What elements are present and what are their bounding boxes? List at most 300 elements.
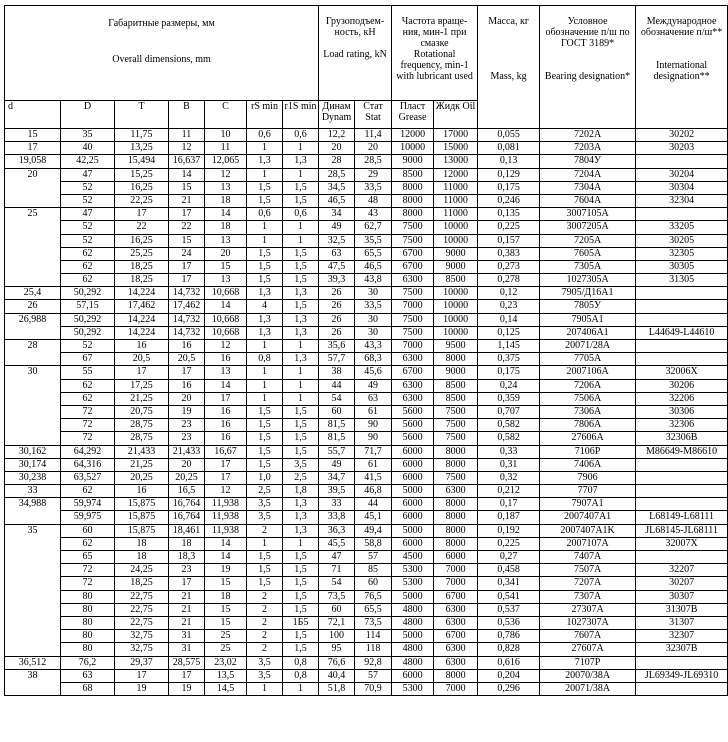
table-row	[5, 300, 728, 313]
cell-D: 64,316	[61, 458, 115, 471]
cell-d	[5, 260, 61, 273]
load-rating-header	[319, 6, 392, 101]
cell-mass: 0,12	[478, 287, 540, 300]
cell-r1s: 1,5	[283, 630, 319, 643]
cell-designation: 2007106A	[540, 366, 636, 379]
cell-D: 50,292	[61, 326, 115, 339]
cell-rs: 3,5	[247, 656, 283, 669]
cell-rs: 1	[247, 537, 283, 550]
mass-header-en: Mass, kg	[490, 71, 527, 82]
cell-C: 10,668	[205, 287, 247, 300]
cell-D: 52	[61, 181, 115, 194]
cell-dynamic: 38	[319, 366, 355, 379]
cell-mass: 0,616	[478, 656, 540, 669]
cell-B: 19	[169, 682, 205, 695]
cell-mass: 0,225	[478, 221, 540, 234]
cell-static: 11,4	[355, 129, 392, 142]
cell-designation: 7705A	[540, 353, 636, 366]
cell-C: 12	[205, 485, 247, 498]
table-row	[5, 630, 728, 643]
cell-dynamic: 34	[319, 208, 355, 221]
cell-dynamic: 35,6	[319, 340, 355, 353]
cell-D: 50,292	[61, 313, 115, 326]
cell-rs: 1,3	[247, 313, 283, 326]
table-row	[5, 168, 728, 181]
cell-d	[5, 630, 61, 643]
cell-grease: 5000	[392, 524, 434, 537]
table-body	[5, 129, 728, 696]
cell-static: 43,8	[355, 274, 392, 287]
cell-designation: 7905A1	[540, 313, 636, 326]
cell-mass: 0,175	[478, 366, 540, 379]
cell-r1s: 1,5	[283, 564, 319, 577]
cell-D: 52	[61, 194, 115, 207]
cell-intl-designation	[636, 485, 728, 498]
cell-C: 16,67	[205, 445, 247, 458]
cell-rs: 3,5	[247, 669, 283, 682]
cell-grease: 6300	[392, 392, 434, 405]
rotational-frequency-header	[392, 6, 478, 101]
cell-B: 12	[169, 142, 205, 155]
cell-intl-designation: 30305	[636, 260, 728, 273]
cell-B: 14,732	[169, 326, 205, 339]
cell-designation: 2007407A1K	[540, 524, 636, 537]
cell-C: 18	[205, 221, 247, 234]
cell-D: 62	[61, 537, 115, 550]
cell-dynamic: 34,7	[319, 471, 355, 484]
cell-d: 36,512	[5, 656, 61, 669]
cell-B: 20	[169, 458, 205, 471]
cell-static: 45,1	[355, 511, 392, 524]
cell-designation: 7804У	[540, 155, 636, 168]
cell-D: 62	[61, 392, 115, 405]
cell-rs: 2	[247, 590, 283, 603]
cell-T: 14,224	[115, 326, 169, 339]
cell-r1s: 1,3	[283, 498, 319, 511]
dimensions-header-ru: Габаритные размеры, мм	[108, 18, 215, 29]
cell-D: 52	[61, 234, 115, 247]
cell-T: 32,75	[115, 630, 169, 643]
cell-designation: 1027307A	[540, 616, 636, 629]
cell-B: 21	[169, 616, 205, 629]
cell-rs: 1,5	[247, 194, 283, 207]
cell-mass: 0,375	[478, 353, 540, 366]
cell-static: 43,3	[355, 340, 392, 353]
cell-r1s: 1	[283, 537, 319, 550]
cell-static: 41,5	[355, 471, 392, 484]
cell-mass: 0,273	[478, 260, 540, 273]
cell-C: 14	[205, 208, 247, 221]
cell-B: 17	[169, 577, 205, 590]
cell-oil: 6300	[434, 616, 478, 629]
cell-oil: 17000	[434, 129, 478, 142]
cell-D: 47	[61, 168, 115, 181]
cell-mass: 0,055	[478, 129, 540, 142]
cell-T: 13,25	[115, 142, 169, 155]
cell-dynamic: 63	[319, 247, 355, 260]
cell-T: 15,875	[115, 498, 169, 511]
cell-designation: 20071/38A	[540, 682, 636, 695]
cell-static: 70,9	[355, 682, 392, 695]
cell-mass: 0,341	[478, 577, 540, 590]
col-D: D	[61, 101, 115, 129]
cell-T: 14,224	[115, 287, 169, 300]
cell-d: 30,162	[5, 445, 61, 458]
cell-oil: 8500	[434, 274, 478, 287]
cell-dynamic: 34,5	[319, 181, 355, 194]
cell-r1s: 1	[283, 168, 319, 181]
cell-r1s: 1,5	[283, 590, 319, 603]
cell-T: 11,75	[115, 129, 169, 142]
cell-B: 18,461	[169, 524, 205, 537]
cell-grease: 6000	[392, 458, 434, 471]
cell-oil: 15000	[434, 142, 478, 155]
cell-oil: 8000	[434, 524, 478, 537]
cell-mass: 0,225	[478, 537, 540, 550]
cell-oil: 12000	[434, 168, 478, 181]
col-oil: Жидк Oil	[434, 101, 478, 129]
cell-mass: 0,278	[478, 274, 540, 287]
cell-static: 58,8	[355, 537, 392, 550]
cell-mass: 0,537	[478, 603, 540, 616]
cell-rs: 3,5	[247, 511, 283, 524]
cell-dynamic: 60	[319, 405, 355, 418]
cell-static: 33,5	[355, 300, 392, 313]
cell-D: 42,25	[61, 155, 115, 168]
cell-designation: 27606A	[540, 432, 636, 445]
cell-d: 30	[5, 366, 61, 379]
cell-oil: 10000	[434, 287, 478, 300]
cell-grease: 4500	[392, 551, 434, 564]
table-row	[5, 392, 728, 405]
cell-D: 40	[61, 142, 115, 155]
cell-C: 12,065	[205, 155, 247, 168]
cell-r1s: 3,5	[283, 458, 319, 471]
cell-D: 63,527	[61, 471, 115, 484]
table-row	[5, 155, 728, 168]
cell-oil: 9500	[434, 340, 478, 353]
cell-C: 17	[205, 471, 247, 484]
table-row	[5, 340, 728, 353]
cell-static: 57	[355, 551, 392, 564]
load-header-en: Load rating, kN	[323, 49, 387, 60]
cell-intl-designation: JL68145-JL68111	[636, 524, 728, 537]
cell-mass: 0,828	[478, 643, 540, 656]
cell-d	[5, 353, 61, 366]
cell-dynamic: 20	[319, 142, 355, 155]
cell-designation: 27607A	[540, 643, 636, 656]
table-row	[5, 511, 728, 524]
cell-dynamic: 44	[319, 379, 355, 392]
cell-r1s: 1	[283, 392, 319, 405]
cell-dynamic: 39,3	[319, 274, 355, 287]
cell-static: 49,4	[355, 524, 392, 537]
cell-T: 18	[115, 537, 169, 550]
table-row	[5, 326, 728, 339]
cell-r1s: 1	[283, 340, 319, 353]
cell-rs: 1,3	[247, 155, 283, 168]
cell-d: 20	[5, 168, 61, 181]
cell-designation: 7806A	[540, 419, 636, 432]
cell-B: 24	[169, 247, 205, 260]
cell-grease: 5600	[392, 432, 434, 445]
cell-B: 17	[169, 669, 205, 682]
table-row	[5, 379, 728, 392]
cell-mass: 0,17	[478, 498, 540, 511]
cell-C: 17	[205, 392, 247, 405]
cell-r1s: 1	[283, 221, 319, 234]
table-row	[5, 405, 728, 418]
table-row	[5, 181, 728, 194]
cell-designation: 7407A	[540, 551, 636, 564]
freq-header-en: Rotational frequency, min-1 with lubricant used	[396, 49, 473, 82]
cell-B: 14,732	[169, 287, 205, 300]
cell-B: 23	[169, 564, 205, 577]
cell-B: 31	[169, 630, 205, 643]
cell-intl-designation: 30203	[636, 142, 728, 155]
cell-T: 21,433	[115, 445, 169, 458]
cell-rs: 1,3	[247, 326, 283, 339]
cell-designation: 7203A	[540, 142, 636, 155]
cell-r1s: 1,5	[283, 603, 319, 616]
cell-intl-designation: 32006X	[636, 366, 728, 379]
cell-intl-designation: 32207	[636, 564, 728, 577]
cell-static: 57	[355, 669, 392, 682]
cell-designation: 3007205A	[540, 221, 636, 234]
cell-grease: 5000	[392, 485, 434, 498]
cell-static: 60	[355, 577, 392, 590]
cell-dynamic: 33,8	[319, 511, 355, 524]
cell-grease: 8000	[392, 208, 434, 221]
cell-rs: 1,5	[247, 445, 283, 458]
cell-oil: 6700	[434, 630, 478, 643]
cell-r1s: 1,3	[283, 287, 319, 300]
cell-d: 26	[5, 300, 61, 313]
cell-grease: 6700	[392, 366, 434, 379]
cell-D: 80	[61, 616, 115, 629]
cell-B: 23	[169, 432, 205, 445]
cell-mass: 0,13	[478, 155, 540, 168]
cell-dynamic: 49	[319, 221, 355, 234]
cell-C: 13	[205, 234, 247, 247]
cell-B: 17	[169, 260, 205, 273]
cell-oil: 7500	[434, 419, 478, 432]
cell-designation: 2007407A1	[540, 511, 636, 524]
cell-T: 32,75	[115, 643, 169, 656]
table-row	[5, 485, 728, 498]
cell-oil: 6000	[434, 551, 478, 564]
cell-designation: 2007107A	[540, 537, 636, 550]
designation-header-ru: Условное обозначение п/ш по ГОСТ 3189*	[545, 16, 630, 49]
cell-D: 72	[61, 577, 115, 590]
cell-static: 118	[355, 643, 392, 656]
cell-T: 28,75	[115, 432, 169, 445]
cell-D: 62	[61, 260, 115, 273]
cell-T: 14,224	[115, 313, 169, 326]
cell-d	[5, 682, 61, 695]
cell-intl-designation: 30204	[636, 168, 728, 181]
table-row	[5, 445, 728, 458]
cell-oil: 10000	[434, 326, 478, 339]
cell-C: 14	[205, 300, 247, 313]
cell-d	[5, 326, 61, 339]
cell-B: 16	[169, 379, 205, 392]
cell-C: 13	[205, 181, 247, 194]
cell-rs: 1	[247, 682, 283, 695]
cell-T: 18,25	[115, 274, 169, 287]
cell-rs: 2	[247, 616, 283, 629]
cell-r1s: 0,8	[283, 669, 319, 682]
cell-oil: 13000	[434, 155, 478, 168]
cell-oil: 10000	[434, 221, 478, 234]
cell-oil: 6300	[434, 485, 478, 498]
cell-intl-designation: 30205	[636, 234, 728, 247]
cell-grease: 5300	[392, 577, 434, 590]
cell-T: 22,75	[115, 603, 169, 616]
cell-mass: 0,187	[478, 511, 540, 524]
cell-static: 44	[355, 498, 392, 511]
cell-r1s: 1Б5	[283, 616, 319, 629]
cell-d: 38	[5, 669, 61, 682]
cell-d: 35	[5, 524, 61, 537]
cell-rs: 0,6	[247, 208, 283, 221]
cell-oil: 6300	[434, 603, 478, 616]
cell-static: 43	[355, 208, 392, 221]
cell-r1s: 1,8	[283, 485, 319, 498]
cell-rs: 2	[247, 630, 283, 643]
cell-intl-designation: 32307B	[636, 643, 728, 656]
cell-grease: 6000	[392, 471, 434, 484]
cell-r1s: 0,6	[283, 208, 319, 221]
cell-intl-designation: 32304	[636, 194, 728, 207]
cell-mass: 0,582	[478, 419, 540, 432]
table-row	[5, 682, 728, 695]
cell-intl-designation: 30306	[636, 405, 728, 418]
cell-dynamic: 100	[319, 630, 355, 643]
cell-grease: 7000	[392, 300, 434, 313]
cell-oil: 7000	[434, 577, 478, 590]
cell-rs: 0,8	[247, 353, 283, 366]
cell-dynamic: 57,7	[319, 353, 355, 366]
col-dynamic: Динам Dynam	[319, 101, 355, 129]
cell-static: 20	[355, 142, 392, 155]
cell-intl-designation	[636, 656, 728, 669]
cell-grease: 4800	[392, 616, 434, 629]
cell-d	[5, 221, 61, 234]
cell-grease: 6000	[392, 498, 434, 511]
cell-r1s: 0,8	[283, 656, 319, 669]
cell-r1s: 1,5	[283, 577, 319, 590]
cell-grease: 4800	[392, 603, 434, 616]
col-d: d	[5, 101, 61, 129]
cell-B: 31	[169, 643, 205, 656]
cell-intl-designation: 31307	[636, 616, 728, 629]
cell-r1s: 1	[283, 366, 319, 379]
cell-D: 50,292	[61, 287, 115, 300]
cell-B: 14	[169, 168, 205, 181]
cell-grease: 6000	[392, 537, 434, 550]
cell-oil: 8000	[434, 669, 478, 682]
cell-D: 62	[61, 379, 115, 392]
cell-intl-designation: 32206	[636, 392, 728, 405]
cell-rs: 1	[247, 142, 283, 155]
cell-d	[5, 234, 61, 247]
cell-grease: 6300	[392, 274, 434, 287]
cell-intl-designation: 30206	[636, 379, 728, 392]
cell-B: 17	[169, 208, 205, 221]
cell-grease: 5300	[392, 564, 434, 577]
cell-B: 16,5	[169, 485, 205, 498]
table-row	[5, 247, 728, 260]
cell-B: 17	[169, 366, 205, 379]
cell-d: 33	[5, 485, 61, 498]
cell-oil: 8500	[434, 379, 478, 392]
cell-C: 14	[205, 537, 247, 550]
cell-C: 13,5	[205, 669, 247, 682]
cell-grease: 7000	[392, 340, 434, 353]
cell-intl-designation: L44649-L44610	[636, 326, 728, 339]
cell-B: 16	[169, 340, 205, 353]
cell-rs: 1,5	[247, 405, 283, 418]
cell-d: 30,174	[5, 458, 61, 471]
cell-oil: 9000	[434, 366, 478, 379]
cell-mass: 0,14	[478, 313, 540, 326]
cell-T: 17	[115, 208, 169, 221]
cell-d	[5, 511, 61, 524]
cell-grease: 6700	[392, 260, 434, 273]
cell-d: 26,988	[5, 313, 61, 326]
cell-intl-designation: 31305	[636, 274, 728, 287]
col-rs: rS min	[247, 101, 283, 129]
cell-D: 80	[61, 643, 115, 656]
cell-C: 14	[205, 551, 247, 564]
cell-intl-designation	[636, 340, 728, 353]
cell-B: 21	[169, 590, 205, 603]
cell-designation: 7107P	[540, 656, 636, 669]
cell-T: 17	[115, 669, 169, 682]
cell-oil: 8000	[434, 445, 478, 458]
cell-oil: 10000	[434, 300, 478, 313]
cell-dynamic: 54	[319, 392, 355, 405]
cell-T: 18	[115, 551, 169, 564]
cell-dynamic: 47	[319, 551, 355, 564]
cell-mass: 0,707	[478, 405, 540, 418]
cell-designation: 7507A	[540, 564, 636, 577]
table-row	[5, 208, 728, 221]
table-row	[5, 669, 728, 682]
table-row	[5, 471, 728, 484]
col-static: Стат Stat	[355, 101, 392, 129]
cell-r1s: 1	[283, 142, 319, 155]
cell-static: 63	[355, 392, 392, 405]
cell-intl-designation	[636, 471, 728, 484]
cell-T: 21,25	[115, 392, 169, 405]
cell-intl-designation	[636, 155, 728, 168]
cell-dynamic: 81,5	[319, 419, 355, 432]
cell-d	[5, 419, 61, 432]
cell-B: 20	[169, 392, 205, 405]
cell-rs: 1	[247, 234, 283, 247]
cell-static: 68,3	[355, 353, 392, 366]
cell-D: 47	[61, 208, 115, 221]
intl-header-ru: Международное обозначение п/ш**	[640, 16, 723, 38]
cell-rs: 0,6	[247, 129, 283, 142]
cell-intl-designation	[636, 313, 728, 326]
cell-dynamic: 12,2	[319, 129, 355, 142]
cell-T: 22,75	[115, 616, 169, 629]
cell-C: 23,02	[205, 656, 247, 669]
cell-static: 35,5	[355, 234, 392, 247]
